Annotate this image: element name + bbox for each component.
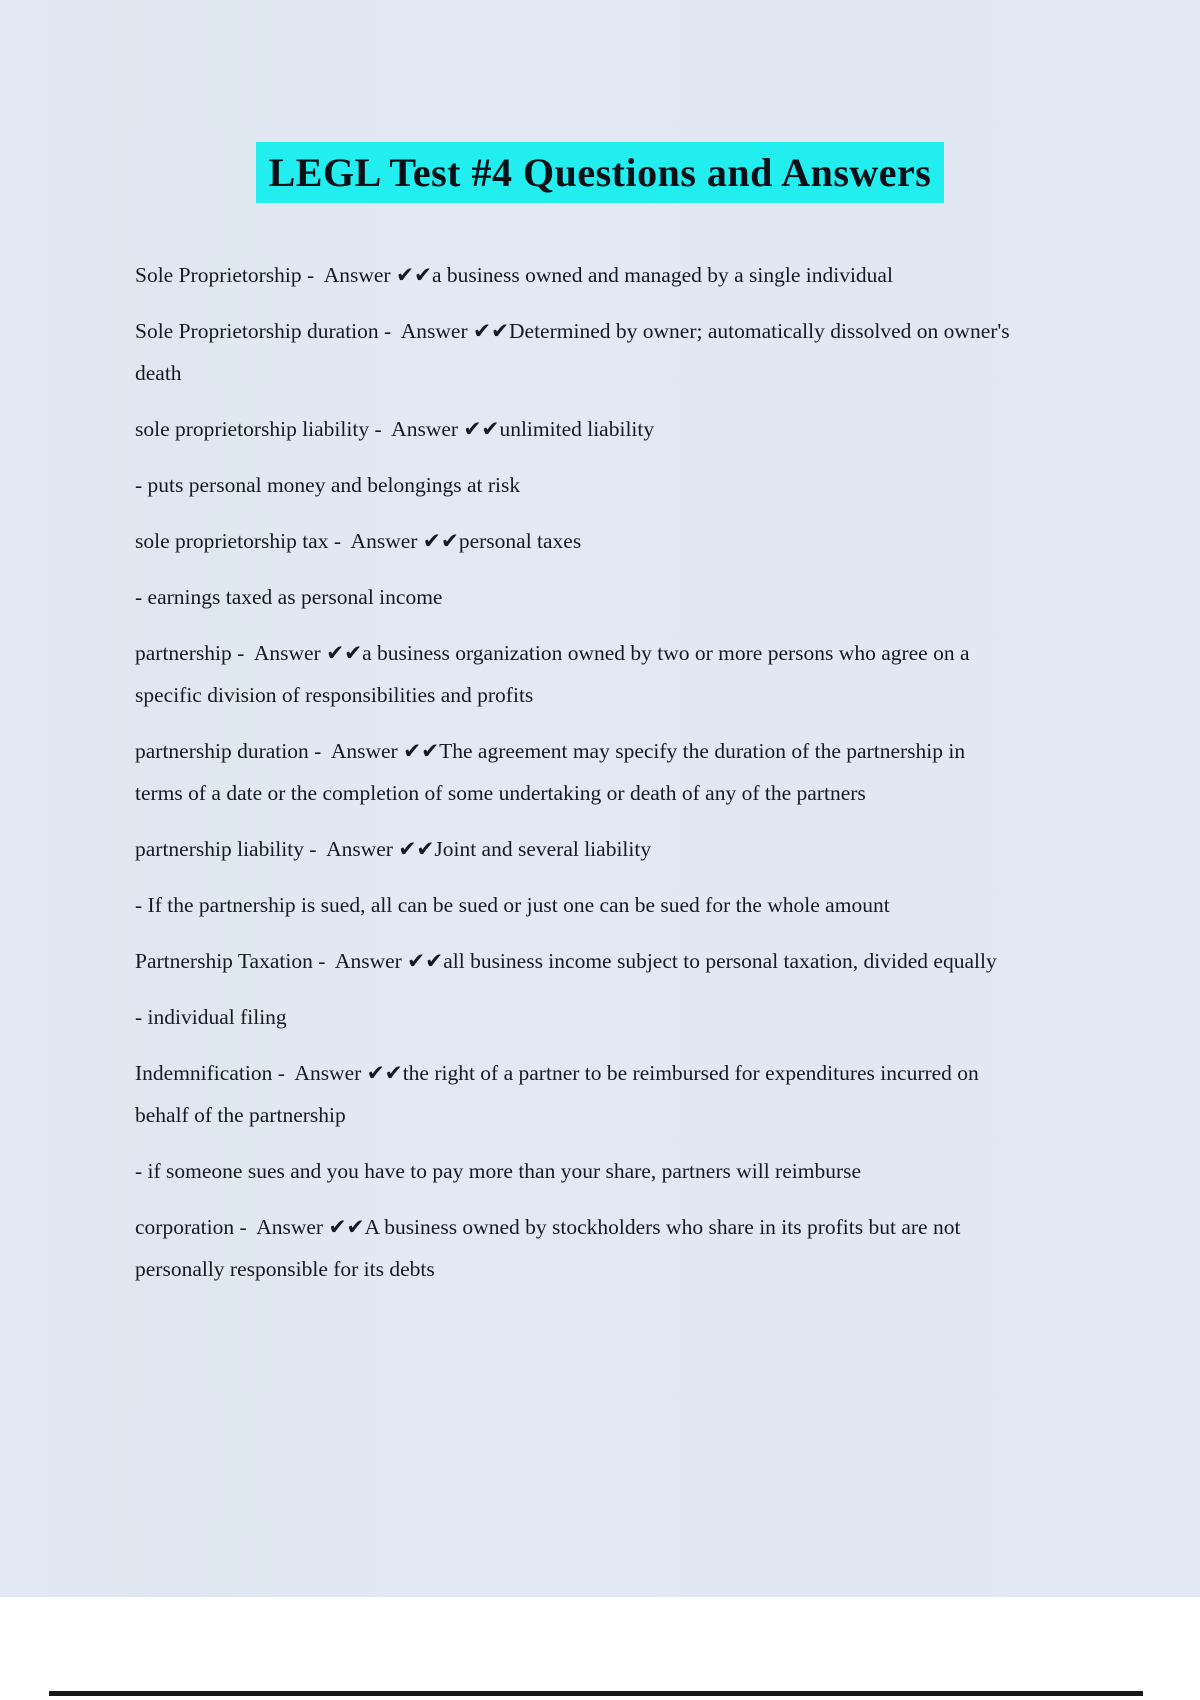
qa-paragraph: - earnings taxed as personal income xyxy=(135,585,443,609)
page-break-area xyxy=(0,1597,1200,1700)
qa-paragraph: corporation - Answer ✔✔A business owned by stockholders who share in its profits but are not personally responsible for its debts xyxy=(135,1215,966,1281)
qa-paragraph: - If the partnership is sued, all can be sued or just one can be sued for the whole amount xyxy=(135,893,890,917)
qa-paragraph: - individual filing xyxy=(135,1005,287,1029)
qa-content xyxy=(135,254,1016,1290)
title-row xyxy=(0,142,1200,203)
page-title: LEGL Test #4 Questions and Answers xyxy=(256,142,945,203)
qa-paragraph: partnership duration - Answer ✔✔The agreement may specify the duration of the partnership in terms of a date or the completion of some undertaking or death of any of the partners xyxy=(135,739,971,805)
qa-paragraph: partnership liability - Answer ✔✔Joint and several liability xyxy=(135,837,652,861)
qa-paragraph: Indemnification - Answer ✔✔the right of a partner to be reimbursed for expenditures incurred on behalf of the partnership xyxy=(135,1061,985,1127)
qa-paragraph: Sole Proprietorship duration - Answer ✔✔Determined by owner; automatically dissolved on owner's death xyxy=(135,319,1016,385)
qa-paragraph: sole proprietorship tax - Answer ✔✔personal taxes xyxy=(135,529,582,553)
qa-paragraph: - puts personal money and belongings at risk xyxy=(135,473,521,497)
qa-paragraph: partnership - Answer ✔✔a business organization owned by two or more persons who agree on a specific division of responsibilities and profits xyxy=(135,641,975,707)
qa-paragraph: - if someone sues and you have to pay more than your share, partners will reimburse xyxy=(135,1159,862,1183)
next-page-divider-line xyxy=(49,1691,1143,1696)
qa-paragraph: Partnership Taxation - Answer ✔✔all business income subject to personal taxation, divided equally xyxy=(135,949,997,973)
qa-paragraph: sole proprietorship liability - Answer ✔✔unlimited liability xyxy=(135,417,655,441)
qa-paragraph: Sole Proprietorship - Answer ✔✔a business owned and managed by a single individual xyxy=(135,263,893,287)
